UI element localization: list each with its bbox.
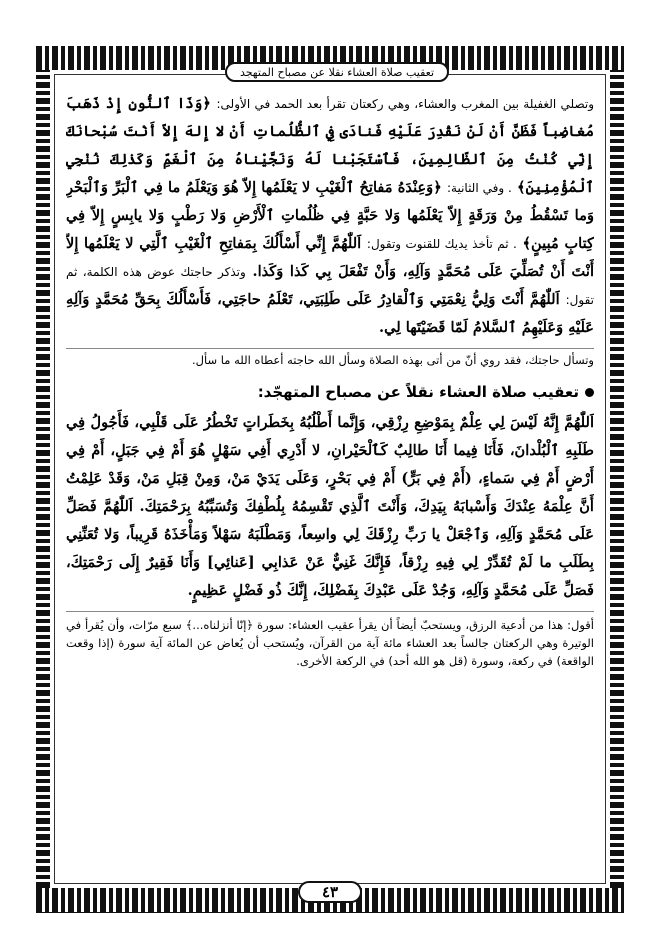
final-note: أقول: هذا من أدعية الرزق، ويستحبّ أيضاً أن يقرأ عقيب العشاء: سورة ﴿إنّا أنزلناه...﴾ سبع مرّات، وأن يُقرأ في الوتيرة وهي الركعتان جالساً بعد العشاء مائة آية من القرآن، ويُستحب أن يُعاض عن المائة آية سورة (إذا وقعت الواقعة) في ركعة، وسورة (قل هو الله أحد) في الركعة الأخرى.: [66, 611, 594, 670]
mention-need-text: وتذكر حاجتك عوض هذه الكلمة، ثم تقول:: [66, 265, 594, 307]
ornamental-border-left: [36, 70, 50, 888]
bullet-icon: [585, 388, 594, 397]
intro-text: وتصلي الغفيلة بين المغرب والعشاء، وهي ركعتان تقرأ بعد الحمد في الأولى:: [216, 97, 594, 111]
second-rakah-label: . وفي الثانية:: [446, 181, 512, 195]
qunut-label: . ثم تأخذ يديك للقنوت وتقول:: [366, 237, 517, 251]
running-header-title: تعقيب صلاة العشاء نقلا عن مصباح المتهجد: [225, 62, 449, 82]
page-content: [66, 90, 594, 882]
ornamental-border-right: [610, 70, 624, 888]
dua-waliyy-nimati: اَللّٰهُمَّ أَنْتَ وَلِيُّ نِعْمَتِي وَٱلْقادِرُ عَلَى طَلِبَتِي، تَعْلَمُ حاجَتِي، فَأَسْأَلُكَ بِحَقِّ مُحَمَّدٍ وَآلِهِ عَلَيْهِ وَعَلَيْهِمُ ٱلسَّلامُ لَمّا قَضَيْتَها لِي.: [66, 291, 594, 336]
note-ask-need: وتسأل حاجتك، فقد روي أنّ من أتى بهذه الصلاة وسأل الله حاجته أعطاه الله ما سأل.: [66, 348, 594, 369]
section-heading: [66, 381, 594, 403]
dua-rizq: اَللّٰهُمَّ إِنَّهُ لَيْسَ لِي عِلْمٌ بِمَوْضِعِ رِزْقِي، وَإِنَّما أَطْلُبُهُ بِخَطَراتٍ تَخْطُرُ عَلَى قَلْبِي، فَأَجُولُ فِي طَلَبِهِ ٱلْبُلْدانَ، فَأَنَا فِيما أَنَا طالِبٌ كَٱلْحَيْرانِ، لا أَدْرِي أَفِي سَهْلٍ هُوَ أَمْ فِي جَبَلٍ، أَمْ فِي أَرْضٍ أَمْ فِي سَماءٍ، (أَمْ فِي بَرٍّ) أَمْ فِي بَحْرٍ، وَعَلَى يَدَيْ مَنْ، وَمِنْ قِبَلِ مَنْ، وَقَدْ عَلِمْتُ أَنَّ عِلْمَهُ عِنْدَكَ وَأَسْبابَهُ بِيَدِكَ، وَأَنْتَ ٱلَّذِي تَقْسِمُهُ بِلُطْفِكَ وَتُسَبِّبُهُ بِرَحْمَتِكَ. اَللّٰهُمَّ فَصَلِّ عَلَى مُحَمَّدٍ وَآلِهِ، وَٱجْعَلْ يا رَبِّ رِزْقَكَ لِي واسِعاً، وَمَطْلَبَهُ سَهْلاً وَمَأْخَذَهُ قَرِيباً، وَلا تُعَنِّنِي بِطَلَبِ ما لَمْ تُقَدِّرْ لِي فِيهِ رِزْقاً، فَإِنَّكَ غَنِيٌّ عَنْ عَذابِي [عَنائِي] وَأَنَا فَقِيرٌ إِلَى رَحْمَتِكَ، فَصَلِّ عَلَى مُحَمَّدٍ وَآلِهِ، وَجُدْ عَلَى عَبْدِكَ بِفَضْلِكَ، إِنَّكَ ذُو فَضْلٍ عَظِيمٍ.: [66, 414, 594, 599]
dua-mafatih-alghaib: اَللّٰهُمَّ إِنِّي أَسْأَلُكَ بِمَفاتِحِ ٱلْغَيْبِ ٱلَّتِي لا يَعْلَمُها إِلاّ أَنْتَ أَنْ تُصَلِّيَ عَلَى مُحَمَّدٍ وَآلِهِ، وَأَنْ تَفْعَلَ بِي كَذا وَكَذا.: [66, 235, 594, 280]
section-heading-text: تعقيب صلاة العشاء نقلاً عن مصباح المتهجّد:: [257, 383, 579, 401]
page-number: ٤٣: [298, 881, 362, 903]
ghufaila-paragraph: [66, 90, 594, 342]
verse-mafatih: ﴿وَعِنْدَهُ مَفاتِحُ ٱلْغَيْبِ لا يَعْلَمُها إِلاّ هُوَ وَيَعْلَمُ ما فِي ٱلْبَرِّ وَٱلْبَحْرِ وَما تَسْقُطُ مِنْ وَرَقَةٍ إِلاّ يَعْلَمُها وَلا حَبَّةٍ فِي ظُلُماتِ ٱلْأَرْضِ وَلا رَطْبٍ وَلا يابِسٍ إِلاّ فِي كِتابٍ مُبِينٍ﴾: [66, 179, 594, 252]
verse-dhannun: ﴿وَذَا ٱلنُّونِ إِذْ ذَهَبَ مُغاضِباً فَظَنَّ أَنْ لَنْ نَقْدِرَ عَلَيْهِ فَنادَى فِي ٱلظُّلُماتِ أَنْ لا إِلهَ إِلاّ أَنْتَ سُبْحانَكَ إِنِّي كُنْتُ مِنَ ٱلظّالِمِينَ، فَٱسْتَجَبْنا لَهُ وَنَجَّيْناهُ مِنَ ٱلْغَمِّ وَكَذٰلِكَ نُنْجِي ٱلْمُؤْمِنِينَ﴾: [66, 95, 594, 196]
